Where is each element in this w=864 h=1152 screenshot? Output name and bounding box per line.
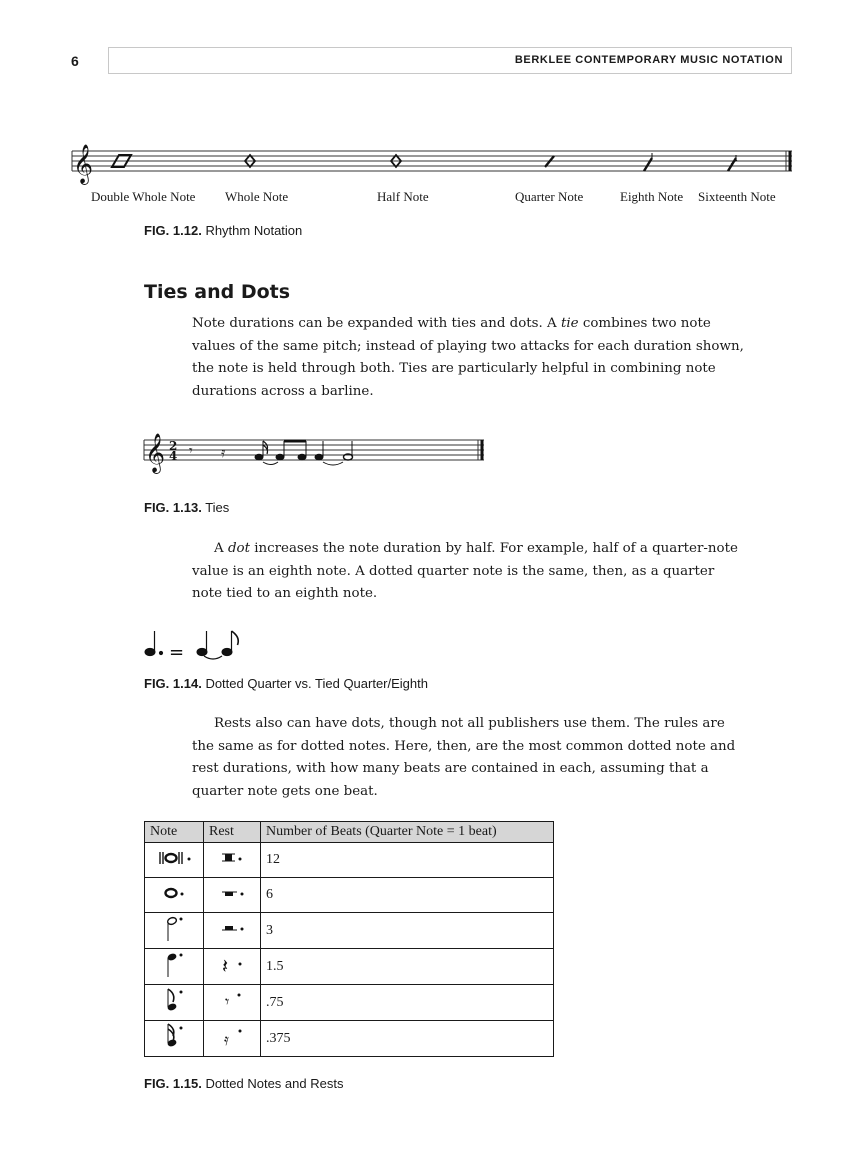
- sixteenth-slash-icon: [728, 155, 737, 171]
- caption-text: Ties: [205, 500, 230, 515]
- table-row: [145, 1021, 554, 1057]
- svg-text:𝄿: 𝄿: [224, 1030, 229, 1049]
- paragraph-line: durations across a barline.: [192, 383, 374, 399]
- column-header-rest: Rest: [204, 822, 261, 843]
- svg-text:𝄾: 𝄾: [225, 992, 230, 1011]
- beats-value: .75: [261, 985, 554, 1021]
- beats-value: 1.5: [261, 949, 554, 985]
- running-header: [108, 47, 792, 74]
- table-row: [145, 985, 554, 1021]
- table-row: [145, 843, 554, 878]
- svg-text:𝄽: 𝄽: [222, 954, 229, 978]
- paragraph-line: the same as for dotted notes. Here, then, are the most common dotted note and: [192, 738, 736, 754]
- dotted-half-rest-icon: [212, 916, 252, 940]
- dotted-whole-rest-icon: [212, 881, 252, 905]
- beats-value: 6: [261, 878, 554, 913]
- paragraph-line: value is an eighth note. A dotted quarter note is the same, then, as a quarter: [192, 563, 715, 579]
- fig-1-15-caption: [144, 1076, 343, 1091]
- paragraph-line: values of the same pitch; instead of playing two attacks for each duration shown,: [192, 338, 744, 354]
- caption-text: Dotted Notes and Rests: [205, 1076, 344, 1091]
- caption-number: FIG. 1.14.: [144, 676, 202, 691]
- dotted-whole-note-icon: [154, 881, 194, 905]
- treble-clef-icon: 𝄞: [73, 144, 94, 184]
- equals-sign: =: [169, 642, 185, 662]
- paragraph-line: the note is held through both. Ties are particularly helpful in combining note: [192, 361, 716, 376]
- paragraph-line: Note durations can be expanded with ties and dots. A tie combines two note: [192, 316, 711, 331]
- dotted-quarter-equation: [142, 628, 252, 662]
- dotted-sixteenth-note-icon: [154, 1021, 194, 1051]
- dotted-quarter-note-icon: [154, 949, 194, 979]
- table-row: [145, 949, 554, 985]
- page-number: 6: [71, 53, 79, 69]
- paragraph-line: Rests also can have dots, though not all publishers use them. The rules are: [214, 716, 725, 731]
- running-title: BERKLEE CONTEMPORARY MUSIC NOTATION: [514, 54, 783, 66]
- sixteenth-rest-icon: 𝄿: [221, 445, 226, 461]
- caption-text: Rhythm Notation: [205, 223, 303, 238]
- rhythm-notation-staff: [70, 138, 796, 188]
- dotted-half-note-icon: [154, 913, 194, 943]
- dotted-double-whole-rest-icon: [212, 846, 252, 870]
- eighth-rest-icon: 𝄾: [189, 443, 193, 459]
- label-half-note: Half Note: [377, 189, 429, 204]
- fig-1-14-caption: [144, 676, 428, 691]
- paragraph-line: A dot increases the note duration by half. For example, half of a quarter-note: [214, 541, 738, 556]
- dotted-notes-rests-table: [144, 821, 554, 1057]
- section-heading: Ties and Dots: [144, 281, 291, 303]
- treble-clef-icon: 𝄞: [145, 433, 166, 473]
- column-header-beats: Number of Beats (Quarter Note = 1 beat): [261, 822, 554, 843]
- fig-1-12-caption: [144, 223, 302, 238]
- dotted-eighth-rest-icon: [212, 985, 252, 1015]
- beats-value: .375: [261, 1021, 554, 1057]
- ties-staff: [142, 425, 487, 477]
- quarter-slash-icon: [545, 156, 554, 167]
- paragraph-rests: [192, 713, 736, 803]
- dotted-sixteenth-rest-icon: [212, 1021, 252, 1051]
- label-whole-note: Whole Note: [225, 189, 289, 204]
- dotted-double-whole-note-icon: [154, 846, 194, 870]
- paragraph-line: rest durations, with how many beats are contained in each, assuming that a: [192, 761, 709, 776]
- paragraph-dots: [192, 538, 738, 606]
- dotted-quarter-note-icon: [145, 631, 163, 656]
- label-sixteenth-note: Sixteenth Note: [698, 189, 776, 204]
- caption-text: Dotted Quarter vs. Tied Quarter/Eighth: [205, 676, 428, 691]
- time-signature-top: 2: [169, 439, 178, 453]
- dotted-quarter-rest-icon: [212, 949, 252, 979]
- dotted-eighth-note-icon: [154, 985, 194, 1015]
- tied-quarter-eighth-icon: [197, 631, 238, 659]
- paragraph-line: quarter note gets one beat.: [192, 783, 378, 799]
- fig-1-13-caption: [144, 500, 229, 515]
- table-row: [145, 913, 554, 949]
- label-eighth-note: Eighth Note: [620, 189, 684, 204]
- caption-number: FIG. 1.15.: [144, 1076, 202, 1091]
- column-header-note: Note: [145, 822, 204, 843]
- caption-number: FIG. 1.12.: [144, 223, 202, 238]
- paragraph-ties: [192, 313, 744, 403]
- paragraph-line: note tied to an eighth note.: [192, 586, 378, 601]
- caption-number: FIG. 1.13.: [144, 500, 202, 515]
- beats-value: 12: [261, 843, 554, 878]
- table-header-row: [145, 822, 554, 843]
- label-quarter-note: Quarter Note: [515, 189, 584, 204]
- label-double-whole-note: Double Whole Note: [91, 189, 196, 204]
- time-signature-bottom: 4: [169, 449, 178, 463]
- beats-value: 3: [261, 913, 554, 949]
- table-row: [145, 878, 554, 913]
